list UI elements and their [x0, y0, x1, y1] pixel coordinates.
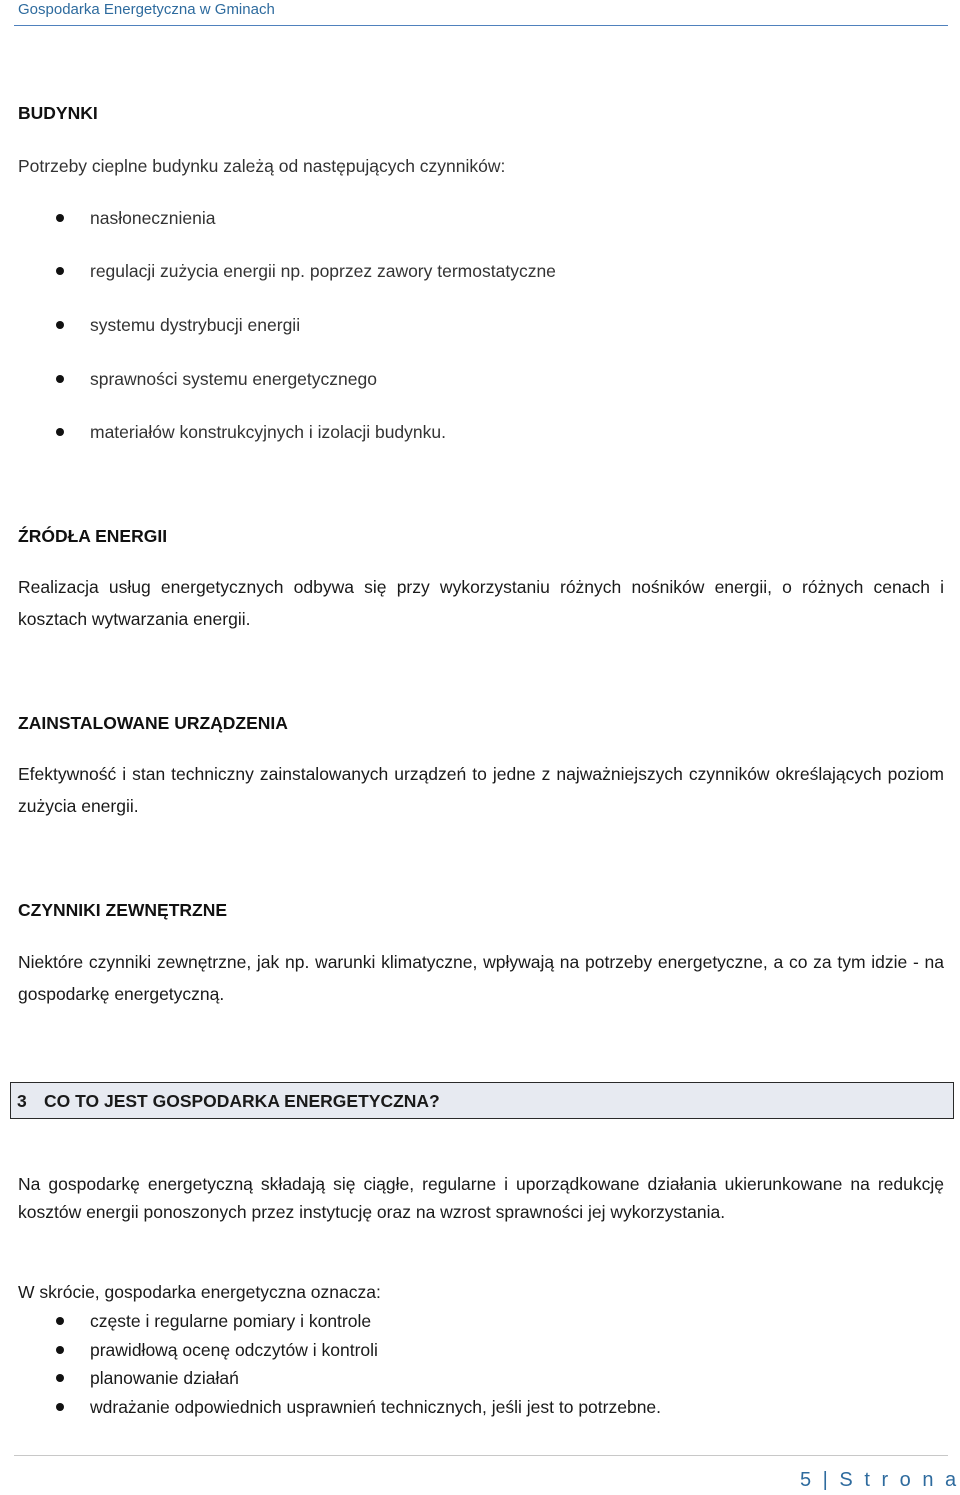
- budynki-intro: Potrzeby cieplne budynku zależą od następujących czynników:: [18, 156, 506, 176]
- urzadzenia-paragraph: Efektywność i stan techniczny zainstalowanych urządzeń to jedne z najważniejszych czynników określających poziom zużycia energii.: [18, 764, 944, 816]
- running-header: Gospodarka Energetyczna w Gminach: [18, 1, 275, 18]
- bullet-icon: [56, 267, 64, 275]
- list-item: [0, 420, 960, 444]
- list-item: [0, 1338, 960, 1362]
- list-item-text: sprawności systemu energetycznego: [90, 369, 377, 389]
- bullet-icon: [56, 214, 64, 222]
- section3-paragraph: Na gospodarkę energetyczną składają się ciągłe, regularne i uporządkowane działania ukierunkowane na redukcję kosztów energii ponoszonych przez instytucję oraz na wzrost sprawności jej wykorzystania.: [18, 1174, 944, 1222]
- footer-divider: [14, 1455, 948, 1456]
- bullet-icon: [56, 1403, 64, 1411]
- list-item-text: prawidłową ocenę odczytów i kontroli: [90, 1340, 378, 1360]
- bullet-icon: [56, 375, 64, 383]
- bullet-icon: [56, 1374, 64, 1382]
- list-item: [0, 1395, 960, 1419]
- heading-czynniki-zewnetrzne: CZYNNIKI ZEWNĘTRZNE: [18, 900, 228, 920]
- list-item-text: materiałów konstrukcyjnych i izolacji budynku.: [90, 422, 446, 442]
- list-item-text: nasłonecznienia: [90, 208, 216, 228]
- list-item: [0, 259, 960, 283]
- list-item: [0, 206, 960, 230]
- list-item-text: wdrażanie odpowiednich usprawnień technicznych, jeśli jest to potrzebne.: [90, 1397, 662, 1417]
- list-item: [0, 1309, 960, 1333]
- heading-budynki: BUDYNKI: [18, 103, 98, 123]
- page-number: 5 | S t r o n a: [800, 1469, 960, 1491]
- list-item-text: systemu dystrybucji energii: [90, 315, 301, 335]
- heading-zainstalowane-urzadzenia: ZAINSTALOWANE URZĄDZENIA: [18, 713, 288, 733]
- list-item: [0, 313, 960, 337]
- summary-intro: W skrócie, gospodarka energetyczna oznacza:: [18, 1282, 381, 1302]
- list-item: [0, 367, 960, 391]
- section-heading-box: [10, 1082, 954, 1119]
- section-title: CO TO JEST GOSPODARKA ENERGETYCZNA?: [44, 1091, 440, 1111]
- list-item: [0, 1366, 960, 1390]
- list-item-text: planowanie działań: [90, 1368, 239, 1388]
- bullet-icon: [56, 1346, 64, 1354]
- list-item-text: częste i regularne pomiary i kontrole: [90, 1311, 372, 1331]
- bullet-icon: [56, 1317, 64, 1325]
- list-item-text: regulacji zużycia energii np. poprzez zawory termostatyczne: [90, 261, 556, 281]
- bullet-icon: [56, 321, 64, 329]
- heading-zrodla-energii: ŹRÓDŁA ENERGII: [18, 526, 168, 546]
- zewnetrzne-paragraph: Niektóre czynniki zewnętrzne, jak np. warunki klimatyczne, wpływają na potrzeby energetyczne, a co za tym idzie - na gospodarkę energetyczną.: [18, 952, 944, 1004]
- bullet-icon: [56, 428, 64, 436]
- zrodla-paragraph: Realizacja usług energetycznych odbywa się przy wykorzystaniu różnych nośników energii, o różnych cenach i kosztach wytwarzania energii.: [18, 577, 944, 629]
- section-number: 3: [17, 1091, 27, 1111]
- header-divider: [14, 25, 948, 26]
